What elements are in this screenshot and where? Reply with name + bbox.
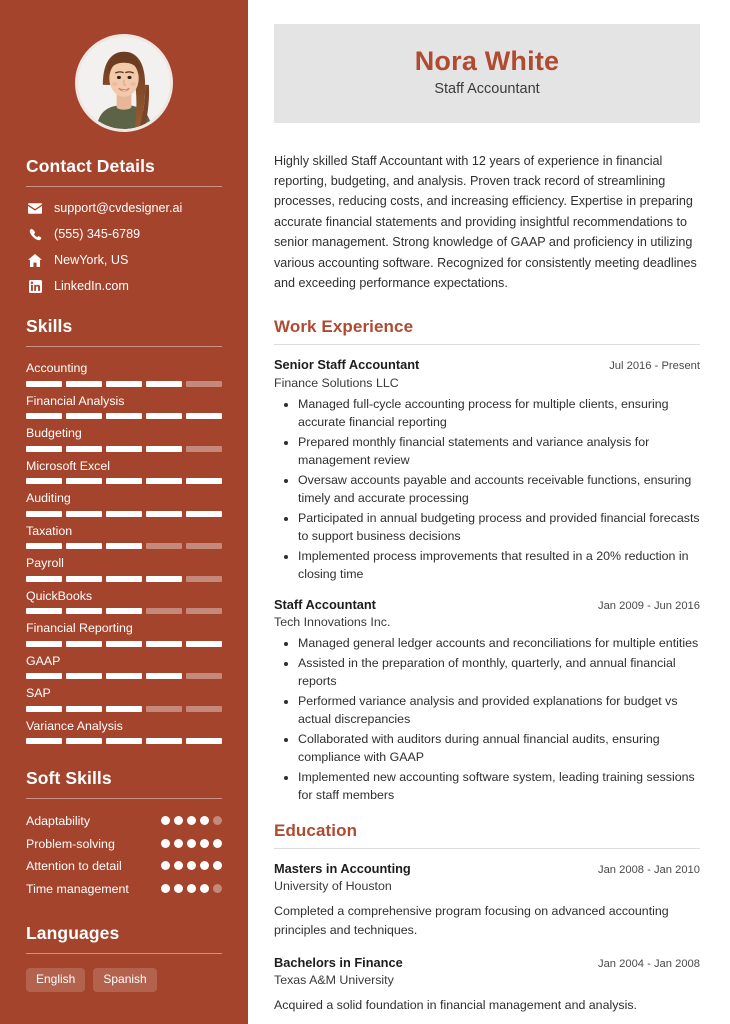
skill-segment	[106, 511, 142, 517]
rating-dot	[174, 839, 183, 848]
main-content	[248, 0, 730, 1024]
work-entry-company: Tech Innovations Inc.	[274, 615, 391, 630]
skill-level-bar	[26, 673, 222, 679]
skill-segment	[106, 706, 142, 712]
skill-segment	[146, 576, 182, 582]
rating-dot	[161, 839, 170, 848]
skill-segment	[106, 673, 142, 679]
education-entry-school: Texas A&M University	[274, 973, 394, 988]
skill-segment	[186, 543, 222, 549]
rating-dot	[200, 839, 209, 848]
rating-dot	[187, 839, 196, 848]
skill-segment	[186, 641, 222, 647]
skill-segment	[26, 413, 62, 419]
skill-level-bar	[26, 413, 222, 419]
skill-segment	[26, 478, 62, 484]
skill-name: Variance Analysis	[26, 718, 123, 733]
bullet-item: • Participated in annual budgeting process and provided financial forecasts to support business decisions	[298, 510, 700, 546]
contact-details-heading: Contact Details	[26, 156, 155, 176]
skill-name: Budgeting	[26, 426, 82, 441]
skill-segment	[186, 706, 222, 712]
skill-segment	[146, 446, 182, 452]
skill-segment	[26, 543, 62, 549]
work-entry-date: Jan 2009 - Jun 2016	[597, 599, 700, 612]
rating-dot	[187, 816, 196, 825]
education-entry	[274, 955, 700, 1015]
skill-row	[26, 459, 222, 485]
contact-item-phone[interactable]	[26, 227, 222, 242]
work-experience-heading: Work Experience	[274, 317, 414, 337]
skill-segment	[186, 738, 222, 744]
avatar-container	[0, 0, 248, 156]
skill-segment	[66, 446, 102, 452]
skill-segment	[186, 576, 222, 582]
bullet-item: • Managed full-cycle accounting process for multiple clients, ensuring accurate financial reporting	[298, 396, 700, 432]
rating-dot	[213, 839, 222, 848]
skill-name: GAAP	[26, 653, 61, 668]
skill-segment	[146, 478, 182, 484]
skill-segment	[66, 381, 102, 387]
skill-segment	[146, 608, 182, 614]
soft-skill-name: Problem-solving	[26, 836, 115, 851]
work-entry-bullets	[274, 635, 700, 805]
skill-segment	[106, 608, 142, 614]
skill-segment	[146, 413, 182, 419]
skill-name: Financial Analysis	[26, 393, 125, 408]
skill-level-bar	[26, 706, 222, 712]
skill-segment	[146, 673, 182, 679]
skill-segment	[186, 511, 222, 517]
rating-dot	[200, 861, 209, 870]
languages-section	[0, 923, 248, 1022]
contact-value-linkedin: LinkedIn.com	[54, 279, 129, 294]
skill-level-bar	[26, 381, 222, 387]
work-entry	[274, 357, 700, 583]
skill-row	[26, 589, 222, 615]
rating-dot	[174, 884, 183, 893]
skill-segment	[26, 608, 62, 614]
skill-segment	[26, 576, 62, 582]
education-entry-title: Bachelors in Finance	[274, 954, 403, 970]
skill-name: QuickBooks	[26, 588, 93, 603]
divider	[26, 346, 222, 347]
skill-segment	[146, 706, 182, 712]
work-entry-date: Jul 2016 - Present	[609, 360, 700, 373]
skill-row	[26, 524, 222, 550]
soft-skill-rating	[161, 836, 222, 848]
language-tag: English	[26, 968, 85, 992]
bullet-item: • Prepared monthly financial statements and variance analysis for management review	[298, 434, 700, 470]
divider	[26, 953, 222, 954]
work-entry-company: Finance Solutions LLC	[274, 375, 399, 390]
skill-row	[26, 654, 222, 680]
linkedin-icon	[26, 280, 44, 293]
work-entry-list	[274, 357, 700, 804]
rating-dot	[187, 861, 196, 870]
skill-segment	[186, 413, 222, 419]
skill-row	[26, 686, 222, 712]
skill-segment	[26, 381, 62, 387]
skill-row	[26, 491, 222, 517]
work-entry	[274, 597, 700, 805]
skills-heading: Skills	[26, 316, 73, 337]
skill-name: Taxation	[26, 523, 73, 538]
language-tag: Spanish	[93, 968, 156, 992]
divider	[274, 848, 700, 849]
soft-skill-name: Adaptability	[26, 814, 91, 829]
work-entry-header	[274, 597, 700, 614]
language-tag-list	[26, 968, 222, 992]
skill-segment	[186, 381, 222, 387]
work-experience-section	[274, 317, 700, 804]
skill-segment	[106, 446, 142, 452]
divider	[26, 798, 222, 799]
bullet-item: • Implemented process improvements that resulted in a 20% reduction in closing time	[298, 548, 700, 584]
bullet-item: • Assisted in the preparation of monthly, quarterly, and annual financial reports	[298, 655, 700, 691]
skills-list	[26, 361, 222, 744]
languages-heading: Languages	[26, 922, 120, 943]
work-entry-header	[274, 357, 700, 374]
skill-segment	[186, 478, 222, 484]
skill-level-bar	[26, 608, 222, 614]
education-section	[274, 821, 700, 1015]
skill-segment	[66, 706, 102, 712]
skill-segment	[146, 543, 182, 549]
skill-segment	[146, 738, 182, 744]
skill-name: Accounting	[26, 361, 88, 376]
soft-skill-row	[26, 836, 222, 852]
skill-segment	[26, 511, 62, 517]
skill-segment	[186, 608, 222, 614]
skill-level-bar	[26, 478, 222, 484]
skill-row	[26, 556, 222, 582]
skill-name: Payroll	[26, 556, 64, 571]
skill-segment	[66, 673, 102, 679]
skill-row	[26, 719, 222, 745]
skill-segment	[66, 608, 102, 614]
skill-segment	[146, 511, 182, 517]
skill-segment	[186, 446, 222, 452]
contact-value-phone: (555) 345-6789	[54, 227, 141, 242]
contact-item-location[interactable]	[26, 253, 222, 268]
work-entry-title: Senior Staff Accountant	[274, 357, 420, 373]
education-entry-title: Masters in Accounting	[274, 860, 411, 876]
soft-skill-rating	[161, 858, 222, 870]
skill-level-bar	[26, 576, 222, 582]
skill-segment	[146, 641, 182, 647]
skill-row	[26, 394, 222, 420]
rating-dot	[161, 816, 170, 825]
soft-skills-list	[26, 813, 222, 897]
education-heading: Education	[274, 820, 358, 840]
skill-segment	[106, 641, 142, 647]
education-entry-date: Jan 2004 - Jan 2008	[597, 957, 700, 970]
skill-level-bar	[26, 511, 222, 517]
page-title: Nora White	[414, 46, 560, 76]
job-role-subtitle: Staff Accountant	[434, 81, 540, 98]
skill-segment	[66, 738, 102, 744]
contact-item-linkedin[interactable]	[26, 279, 222, 294]
education-entry-description: Completed a comprehensive program focusing on advanced accounting principles and techniques.	[274, 904, 669, 937]
skill-name: Microsoft Excel	[26, 458, 110, 473]
soft-skill-rating	[161, 813, 222, 825]
skill-segment	[26, 673, 62, 679]
skill-segment	[106, 738, 142, 744]
skill-segment	[146, 381, 182, 387]
skill-segment	[186, 673, 222, 679]
soft-skill-name: Attention to detail	[26, 859, 122, 874]
skill-segment	[106, 381, 142, 387]
divider	[26, 186, 222, 187]
skill-segment	[66, 511, 102, 517]
soft-skills-section	[0, 768, 248, 897]
skill-segment	[26, 738, 62, 744]
soft-skill-row	[26, 858, 222, 874]
avatar	[75, 34, 173, 132]
phone-icon	[26, 228, 44, 241]
skill-segment	[66, 543, 102, 549]
soft-skill-rating	[161, 881, 222, 893]
home-icon	[26, 254, 44, 267]
skill-row	[26, 426, 222, 452]
rating-dot	[174, 816, 183, 825]
rating-dot	[200, 816, 209, 825]
education-entry-date: Jan 2008 - Jan 2010	[597, 863, 700, 876]
contact-details-section	[0, 156, 248, 294]
bullet-item: • Performed variance analysis and provided explanations for budget vs actual discrepancies	[298, 693, 700, 729]
education-entry-header	[274, 955, 700, 972]
sidebar	[0, 0, 248, 1024]
bullet-item: • Managed general ledger accounts and reconciliations for multiple entities	[298, 635, 700, 653]
skill-name: Auditing	[26, 491, 71, 506]
rating-dot	[213, 861, 222, 870]
skill-level-bar	[26, 738, 222, 744]
bullet-item: • Implemented new accounting software system, leading training sessions for staff members	[298, 769, 700, 805]
divider	[274, 344, 700, 345]
skills-section	[0, 316, 248, 744]
skill-segment	[66, 576, 102, 582]
professional-summary: Highly skilled Staff Accountant with 12 years of experience in financial reporting, budgeting, and analysis. Proven track record of streamlining processes, reducing costs, and increasing efficiency. Expertise in preparing accurate financial statements and providing insightful recommendations to senior management. Strong knowledge of GAAP and proficiency in utilizing various accounting software. Recognized for consistently meeting deadlines and exceeding performance expectations.	[274, 153, 697, 290]
skill-segment	[26, 706, 62, 712]
skill-level-bar	[26, 641, 222, 647]
soft-skill-row	[26, 881, 222, 897]
rating-dot	[161, 884, 170, 893]
rating-dot	[213, 816, 222, 825]
soft-skills-heading: Soft Skills	[26, 768, 112, 789]
skill-segment	[106, 413, 142, 419]
envelope-icon	[26, 203, 44, 214]
profile-photo-icon	[78, 37, 170, 129]
work-entry-title: Staff Accountant	[274, 596, 376, 612]
soft-skill-row	[26, 813, 222, 829]
education-entry	[274, 861, 700, 939]
skill-segment	[66, 413, 102, 419]
skill-segment	[106, 543, 142, 549]
rating-dot	[161, 861, 170, 870]
contact-value-email: support@cvdesigner.ai	[54, 201, 183, 215]
skill-row	[26, 621, 222, 647]
skill-segment	[26, 446, 62, 452]
skill-row	[26, 361, 222, 387]
education-entry-description: Acquired a solid foundation in financial management and analysis.	[274, 998, 638, 1013]
skill-segment	[106, 576, 142, 582]
soft-skill-name: Time management	[26, 881, 129, 896]
bullet-item: • Oversaw accounts payable and accounts receivable functions, ensuring timely and accurate processing	[298, 472, 700, 508]
contact-list	[26, 201, 222, 294]
skill-segment	[106, 478, 142, 484]
rating-dot	[200, 884, 209, 893]
skill-level-bar	[26, 446, 222, 452]
name-header-box	[274, 24, 700, 123]
skill-level-bar	[26, 543, 222, 549]
work-entry-bullets	[274, 396, 700, 584]
rating-dot	[213, 884, 222, 893]
education-entry-list	[274, 861, 700, 1015]
rating-dot	[187, 884, 196, 893]
skill-segment	[66, 641, 102, 647]
skill-name: Financial Reporting	[26, 621, 133, 636]
contact-item-email[interactable]	[26, 201, 222, 216]
skill-segment	[66, 478, 102, 484]
skill-segment	[26, 641, 62, 647]
skill-name: SAP	[26, 686, 51, 701]
education-entry-school: University of Houston	[274, 879, 392, 894]
contact-value-location: NewYork, US	[54, 253, 129, 268]
bullet-item: • Collaborated with auditors during annual financial audits, ensuring compliance with GAAP	[298, 731, 700, 767]
rating-dot	[174, 861, 183, 870]
education-entry-header	[274, 861, 700, 878]
